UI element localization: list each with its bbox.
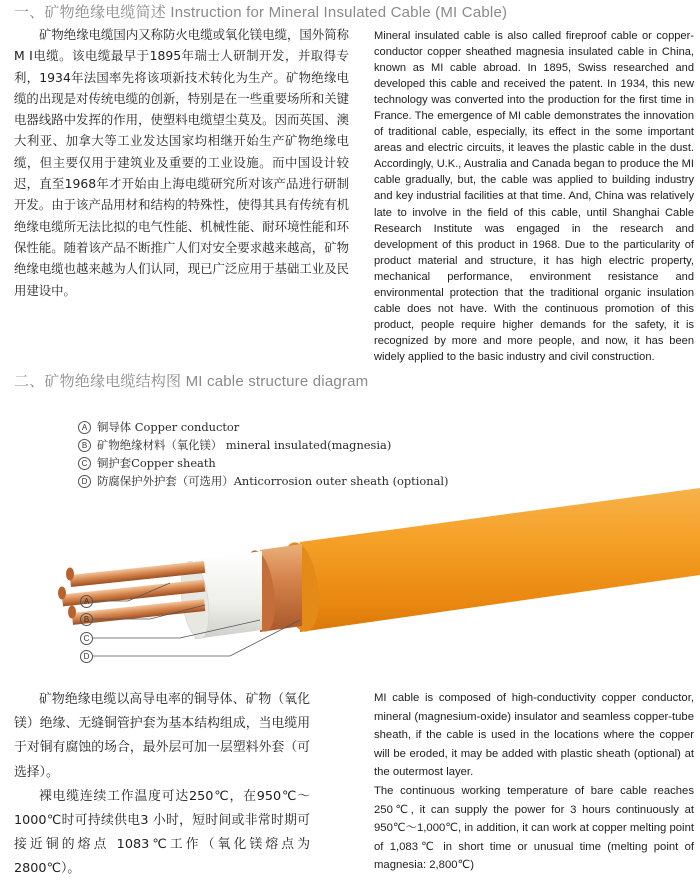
legend-label-c: 铜护套Copper sheath xyxy=(97,456,216,470)
circle-a-icon: A xyxy=(78,421,91,434)
callout-a-icon: A xyxy=(80,595,93,608)
legend-item-b xyxy=(78,436,448,454)
section-title-intro: 一、矿物绝缘电缆简述 Instruction for Mineral Insulated Cable (MI Cable) xyxy=(14,4,508,21)
legend-label-d: 防腐保护外护套（可选用）Anticorrosion outer sheath (optional) xyxy=(97,474,449,488)
section-title-structure: 二、矿物绝缘电缆结构图 MI cable structure diagram xyxy=(14,373,369,390)
temperature-cn-paragraph: 裸电缆连续工作温度可达250℃，在950℃～1000℃时可持续供电3 小时，短时间或非常时期可接近铜的熔点 1083℃工作（氧化镁熔点为 2800℃）。 xyxy=(14,788,310,877)
intro-en-paragraph: Mineral insulated cable is also called fireproof cable or copper-conductor copper sheathed magnesia insulated cable in China, known as MI cable abroad. In 1895, Swiss researched and developed this cable and received the patent. In 1934, this new technology was converted into the production for the first time in France. The emergence of MI cable demonstrates the innovation of traditional cable, especially, its effect in the some important areas and electric circuits, it leaves the plastic cable in the dust. Accordingly, U.K., Australia and Canada began to produce the MI cable gradually, but, the cable was applied to building industry and key industrial facilities at that time. And, China was relatively late to involve in the field of this cable, until Shanghai Cable Research Institute was engaged in the research and development of this product in 1968. Due to the particularity of product material and structure, it has high electric property, mechanical performance, environment resistance and environmental protection that the traditional organic insulation cable does not have. With the continuous promotion of this product, people require higher demands for the safety, it is recognized by more and more people, and now, it has been widely applied to the basic industry and civil construction. xyxy=(374,30,694,363)
composition-cn-block xyxy=(14,688,310,882)
intro-cn-paragraph: 矿物绝缘电缆国内又称防火电缆或氧化镁电缆，国外简称M I电缆。该电缆最早于1895年瑞士人研制开发，并取得专利，1934年法国率先将该项新技术转化为生产。矿物绝缘电缆的出现是对传统电缆的创新，特别是在一些重要场所和关键电器线路中发挥的作用，使塑料电缆望尘莫及。因而英国、澳大利亚、加拿大等工业发达国家均相继开始生产矿物绝缘电缆，但主要仅用于建筑业及重要的工业设施。而中国设计较迟，直至1968年才开始由上海电缆研究所对该产品进行研制开发。由于该产品用材和结构的特殊性，使得其具有传统有机绝缘电缆所无法比拟的电气性能、机械性能、耐环境性能和环保性能。随着该产品不断推广人们对安全要求越来越高，矿物绝缘电缆也越来越为人们认同，现已广泛应用于基础工业及民用建设中。 xyxy=(14,27,349,298)
composition-cn-paragraph: 矿物绝缘电缆以高导电率的铜导体、矿物（氧化镁）绝缘、无缝铜管护套为基本结构组成，当电缆用于对铜有腐蚀的场合，最外层可加一层塑料外套（可选择）。 xyxy=(14,692,310,780)
legend-item-c xyxy=(78,454,448,472)
circle-d-icon: D xyxy=(78,475,91,488)
outer-sheath-body xyxy=(300,488,700,632)
legend-label-b: 矿物绝缘材料（氧化镁） mineral insulated(magnesia) xyxy=(97,438,392,452)
legend-item-a xyxy=(78,418,448,436)
circle-b-icon: B xyxy=(78,439,91,452)
callout-c-icon: C xyxy=(80,632,93,645)
cable-illustration xyxy=(0,480,700,680)
temperature-en-paragraph: The continuous working temperature of bare cable reaches 250℃, it can supply the power for 3 hours continuously at 950℃～1,000℃, in addition, it can work at copper melting point of 1,083℃ in short time or unusual time (melting point of magnesia: 2,800℃) xyxy=(374,784,694,872)
composition-en-block xyxy=(374,689,694,875)
legend-label-a: 铜导体 Copper conductor xyxy=(97,420,240,434)
composition-en-paragraph: MI cable is composed of high-conductivity copper conductor, mineral (magnesium-oxide) insulator and seamless copper-tube sheath, if the cable is used in the locations where the copper will be eroded, it may be added with plastic sheath (optional) at the outermost layer. xyxy=(374,692,694,779)
callout-b-icon: B xyxy=(80,613,93,626)
circle-c-icon: C xyxy=(78,457,91,470)
callout-d-icon: D xyxy=(80,650,93,663)
